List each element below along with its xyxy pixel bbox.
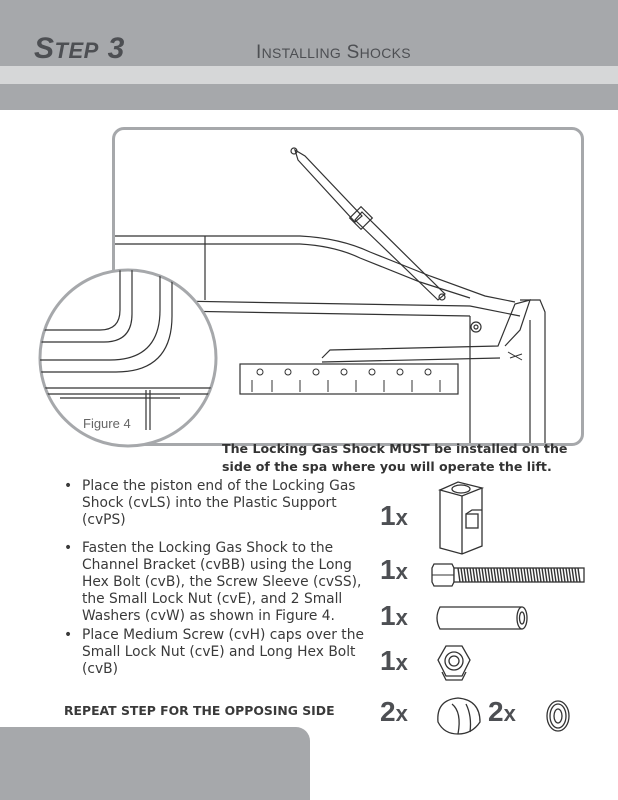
hex-bolt-icon <box>430 560 590 590</box>
plastic-support-icon <box>432 478 488 556</box>
screw-cap-icon <box>432 692 486 740</box>
step-title: STEP 3 <box>34 32 125 65</box>
washer-icon <box>538 696 578 736</box>
warning-text: The Locking Gas Shock MUST be installed on the side of the spa where you will operate the lift. <box>222 441 568 474</box>
instruction-list <box>62 478 374 678</box>
part-quantity: 1x <box>380 600 408 631</box>
screw-sleeve-icon <box>432 604 532 632</box>
part-quantity: 1x <box>380 500 408 531</box>
instruction-item: • Fasten the Locking Gas Shock to the Channel Bracket (cvBB) using the Long Hex Bolt (cvB), the Screw Sleeve (cvSS), the Small Lock Nut (cvE), and 2 Small Washers (cvW) as shown in Figure 4. <box>62 540 374 626</box>
repeat-note: REPEAT STEP FOR THE OPPOSING SIDE <box>64 703 335 718</box>
part-quantity: 2x <box>380 696 408 727</box>
section-title: INSTALLING SHOCKS <box>256 42 411 63</box>
part-quantity: 2x <box>488 696 516 727</box>
part-quantity: 1x <box>380 645 408 676</box>
footer-tab <box>0 727 310 800</box>
instruction-item: • Place Medium Screw (cvH) caps over the Small Lock Nut (cvE) and Long Hex Bolt (cvB) <box>62 627 374 679</box>
figure-label: Figure 4 <box>83 416 131 431</box>
lock-nut-icon <box>434 642 474 684</box>
part-quantity: 1x <box>380 554 408 585</box>
instruction-item: • Place the piston end of the Locking Gas Shock (cvLS) into the Plastic Support (cvPS) <box>62 478 374 530</box>
